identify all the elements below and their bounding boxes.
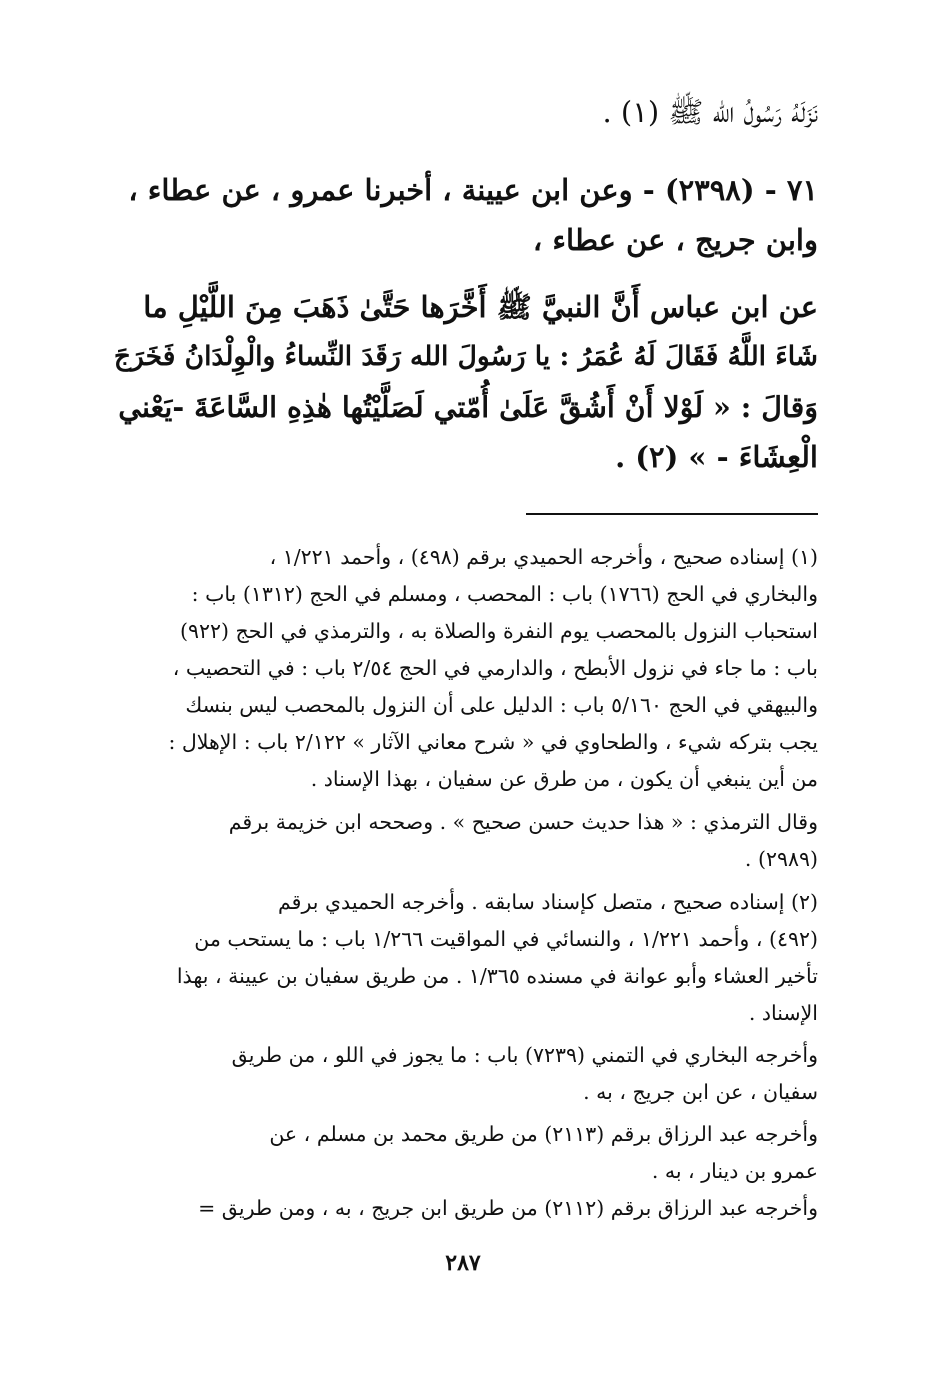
footnote-line: والبخاري في الحج (١٧٦٦) باب : المحصب ، ومسلم في الحج (١٣١٢) باب : [191, 582, 818, 606]
footnote-line: وأخرجه عبد الرزاق برقم (٢١١٣) من طريق محمد بن مسلم ، عن [269, 1122, 818, 1146]
hadith-matn-line-4: الْعِشَاءَ - » (٢) . [615, 440, 818, 474]
hadith-matn-line-1: عن ابن عباس أَنَّ النبيَّ ﷺ أَخَّرَها حَتَّىٰ ذَهَبَ مِنَ اللَّيْلِ ما [143, 290, 818, 324]
hadith-isnad-line-1: ٧١ - (٢٣٩٨) - وعن ابن عيينة ، أخبرنا عمرو ، عن عطاء ، [128, 173, 818, 207]
footnote-line: من أين ينبغي أن يكون ، من طرق عن سفيان ، بهذا الإسناد . [310, 767, 818, 791]
footnote-line: الإسناد . [748, 1001, 818, 1025]
footnote-line: استحباب النزول بالمحصب يوم النفرة والصلاة به ، والترمذي في الحج (٩٢٢) [179, 619, 818, 643]
footnote-line: (٢٩٨٩) . [744, 847, 818, 871]
footnote-line: (٤٩٢) ، وأحمد ١/٢٢١ ، والنسائي في المواقيت ١/٢٦٦ باب : ما يستحب من [194, 927, 818, 951]
document-page [108, 0, 818, 1380]
footnote-line: عمرو بن دينار ، به . [651, 1159, 818, 1183]
footnote-line: والبيهقي في الحج ٥/١٦٠ باب : الدليل على أن النزول بالمحصب ليس بنسك [185, 693, 818, 717]
footnote-line: تأخير العشاء وأبو عوانة في مسنده ١/٣٦٥ . من طريق سفيان بن عيينة ، بهذا [176, 964, 818, 988]
footnote-line: وقال الترمذي : « هذا حديث حسن صحيح » . وصححه ابن خزيمة برقم [228, 810, 818, 834]
footnote-line: (١) إسناده صحيح ، وأخرجه الحميدي برقم (٤٩٨) ، وأحمد ١/٢٢١ ، [269, 545, 818, 569]
previous-hadith-ending: نَزَلَهُ رَسُولُ الله ﷺ (١) . [602, 95, 818, 129]
footnote-line: يجب بتركه شيء ، والطحاوي في « شرح معاني الآثار » ٢/١٢٢ باب : الإهلال : [168, 730, 818, 754]
footnote-line: سفيان ، عن ابن جريج ، به . [583, 1080, 818, 1104]
footnote-line: (٢) إسناده صحيح ، متصل كإسناد سابقه . وأخرجه الحميدي برقم [278, 890, 818, 914]
hadith-isnad-line-2: وابن جريج ، عن عطاء ، [532, 223, 818, 257]
hadith-matn-line-2: شَاءَ اللَّهُ فَقَالَ لَهُ عُمَرُ : يا رَسُولَ الله رَقَدَ النِّساءُ والْوِلْدَانُ فَخَرَجَ [113, 341, 818, 372]
hadith-matn-line-3: وَقالَ : « لَوْلا أَنْ أَشُقَّ عَلَىٰ أُمّتي لَصَلَّيْتُها هٰذِهِ السَّاعَةَ -يَعْني [118, 390, 818, 424]
footnote-line: وأخرجه عبد الرزاق برقم (٢١١٢) من طريق ابن جريج ، به ، ومن طريق = [198, 1196, 818, 1220]
page-number: ٢٨٧ [445, 1250, 481, 1276]
footnote-divider [526, 513, 818, 515]
footnote-line: وأخرجه البخاري في التمني (٧٢٣٩) باب : ما يجوز في اللو ، من طريق [231, 1043, 818, 1067]
footnote-line: باب : ما جاء في نزول الأبطح ، والدارمي في الحج ٢/٥٤ باب : في التحصيب ، [172, 656, 818, 680]
